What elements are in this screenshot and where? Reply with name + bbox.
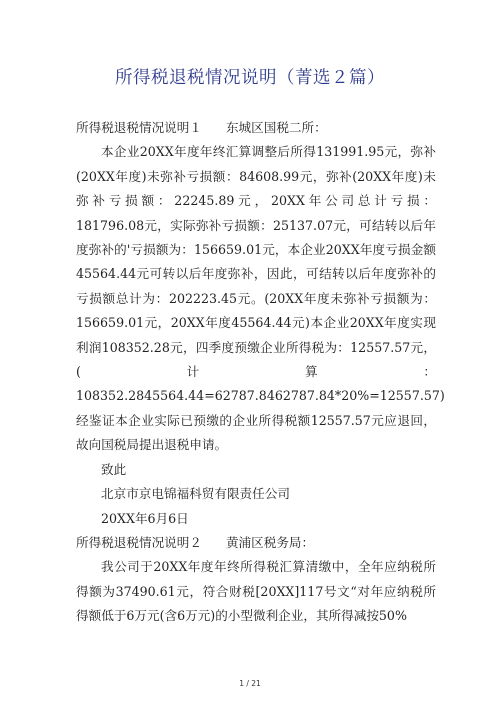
paragraph-body-1: 本企业20XX年度年终汇算调整后所得131991.95元，弥补(20XX年度)未弥补亏损额：84608.99元，弥补(20XX年度)未弥补亏损额：22245.89元，20XX年公司总计亏损：181796.08元，实际弥补亏损额：25137.07元，可结转以后年度弥补的'亏损额为：156659.01元，本企业20XX年度亏损金额45564.44元可转以后年度弥补，因此，可结转以后年度弥补的亏损额总计为：202223.45元。(20XX年度未弥补亏损额为：156659.01元，20XX年度45564.44元)本企业20XX年度实现利润108352.28元，四季度预缴企业所得税为：12557.57元，(计算：108352.2845564.44=62787.8462787.84*20%=12557.57)经鉴证本企业实际已预缴的企业所得税额12557.57元应退回，故向国税局提出退税申请。 [76, 144, 445, 453]
document-title: 所得税退税情况说明（菁选２篇） [115, 68, 385, 88]
paragraph-closing: 致此 [101, 461, 127, 477]
section-heading-2: 所得税退税情况说明２ 黄浦区税务局： [76, 534, 315, 550]
paragraph-date: 20XX年6月6日 [101, 510, 189, 526]
section-heading-1: 所得税退税情况说明１ 东城区国税二所： [76, 120, 327, 135]
document-body [76, 116, 445, 629]
page-number: 1 / 21 [239, 679, 261, 688]
paragraph-body-2: 我公司于20XX年度年终所得税汇算清缴中，全年应纳税所得额为37490.61元，符合财税[20XX]117号文“对年应纳税所得额低于6万元(含6万元)的小型微利企业，其所得减按50% [76, 559, 436, 624]
paragraph-company: 北京市京电锦福科贸有限责任公司 [101, 486, 290, 502]
